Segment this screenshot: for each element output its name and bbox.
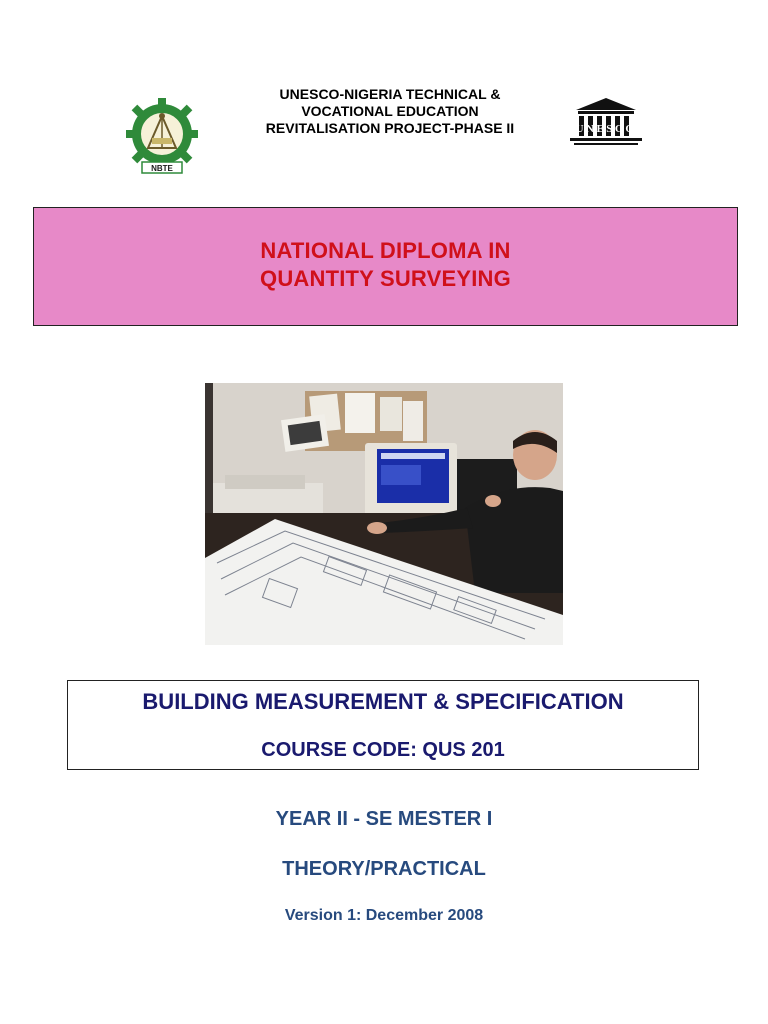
nbte-logo-text: NBTE	[151, 164, 173, 173]
course-code: COURSE CODE: QUS 201	[261, 739, 505, 761]
nbte-logo	[122, 98, 202, 176]
header-line-3: REVITALISATION PROJECT-PHASE II	[265, 120, 515, 136]
programme-title-box	[33, 207, 738, 326]
header-project-title	[230, 86, 550, 137]
cover-photo	[205, 383, 563, 645]
year-semester: YEAR II - SE MESTER I	[275, 808, 493, 830]
unesco-logo-text: UNESCO	[575, 123, 637, 135]
course-title: BUILDING MEASUREMENT & SPECIFICATION	[142, 689, 624, 714]
unesco-logo	[570, 96, 642, 148]
version-date: Version 1: December 2008	[284, 907, 484, 924]
course-box	[67, 680, 699, 770]
header-line-1: UNESCO-NIGERIA TECHNICAL &	[279, 86, 501, 102]
header-line-2: VOCATIONAL EDUCATION	[301, 103, 479, 119]
programme-title-line-2: QUANTITY SURVEYING	[260, 266, 511, 291]
course-type: THEORY/PRACTICAL	[282, 858, 486, 880]
programme-title-line-1: NATIONAL DIPLOMA IN	[260, 238, 511, 263]
